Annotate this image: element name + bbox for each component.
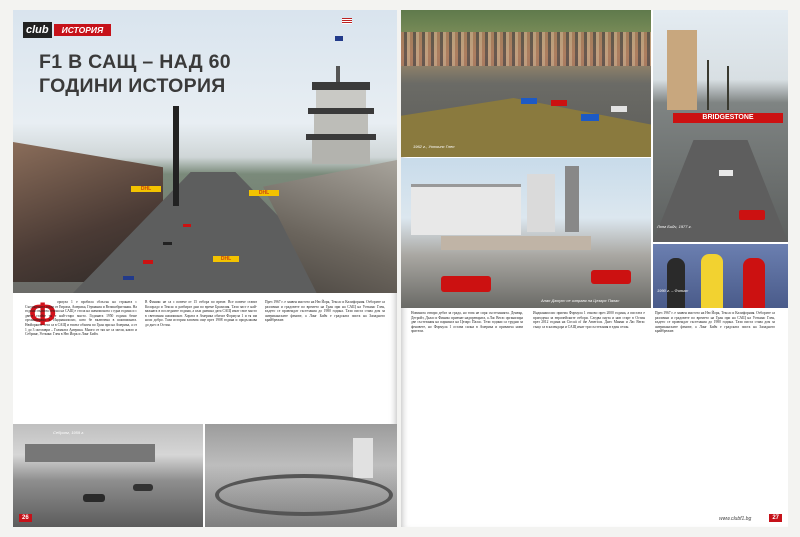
section-tag: ИСТОРИЯ bbox=[54, 24, 112, 36]
website-url: www.clubf1.bg bbox=[719, 516, 752, 522]
palm-tree bbox=[727, 66, 729, 110]
race-car bbox=[133, 484, 153, 491]
photo-caption: Себринг, 1959 г. bbox=[53, 430, 85, 435]
article-column-4 bbox=[411, 311, 523, 511]
article-column-3 bbox=[265, 300, 385, 422]
hotel-building bbox=[411, 184, 521, 235]
photo-caption: 1990 г. – Финикс bbox=[657, 288, 689, 293]
race-car bbox=[183, 224, 191, 227]
watkins-aerial-photo bbox=[205, 424, 397, 527]
race-car bbox=[719, 170, 733, 176]
drop-cap: Ф bbox=[29, 296, 57, 332]
photo-caption: 1962 г., Уоткинс Глен bbox=[413, 144, 455, 149]
hotel-building bbox=[527, 174, 555, 232]
photo-caption: Алан Джоунс се изправя на Цезарс Палас bbox=[541, 298, 620, 303]
right-page bbox=[401, 10, 788, 527]
long-beach-photo bbox=[653, 10, 788, 242]
space-needle-tower bbox=[565, 166, 579, 232]
left-page bbox=[13, 10, 397, 527]
flag-icon bbox=[342, 18, 352, 24]
column-text: ормула 1 е пробила сблъсък на страната с Съединените щати от Европа, Америка, Германия и Великобритания. На години първата сезона на САЩ е стола на шампионата с една година и с двете стайте тя е най-старо място. Годината 1950 година беше организирана в Индианаполис, като бе включена в шампионата. Нюйорките сега са в САЩ и тимът обилен по Гран при на Америка, а от 1 до 3 октомври – Голямата Америка. Много от тях не са заели, както и Себринг, Уоткинс Глен в Ню Йорк и Лонг Бийч. bbox=[25, 300, 137, 337]
club-logo: club bbox=[23, 22, 52, 38]
pagoda-tower bbox=[306, 66, 376, 186]
dhl-banner: DHL bbox=[131, 186, 161, 192]
race-car bbox=[551, 100, 567, 106]
driver bbox=[701, 254, 723, 308]
title-line-1: F1 В САЩ – НАД 60 bbox=[39, 51, 231, 73]
article-column-5 bbox=[533, 311, 645, 511]
dhl-banner: DHL bbox=[249, 190, 279, 196]
page-number-right: 27 bbox=[769, 514, 782, 522]
column-text: Новината отвори дебат за града, но това не спря състезанията. Денвър, Детройт, Далас и Финикс приемат надпреварата, а Лас Вегас организира две състезания на паркинга на Цезарс Палас. Тези години са трудни за феновете, но Формула 1 остава силна в Америка и привлича нови зрители. bbox=[411, 311, 523, 334]
article-column-1 bbox=[25, 296, 137, 422]
dhl-banner: DHL bbox=[213, 256, 239, 262]
scoring-pylon bbox=[173, 106, 179, 206]
page-number-left: 26 bbox=[19, 514, 32, 522]
article-column-6 bbox=[655, 311, 775, 511]
las-vegas-photo bbox=[401, 158, 651, 308]
sebring-photo bbox=[13, 424, 203, 527]
column-text: През 1967 г. е заявен мястото на Ню Йорк, Тексас и Калифорния. Отборите са различни и градовете по времето на Гран при на САЩ на Уоткинс Глен, където се провеждат състезания до 1980 година. Тази писта става дом за американските фенове, а Лонг Бийч е градската писта на Западното крайбрежие. bbox=[655, 311, 775, 334]
race-car bbox=[591, 270, 631, 284]
watkins-glen-photo bbox=[401, 10, 651, 157]
column-text: В Финикс не са с повече от 15 отбора по време. Все повече стават Колорадо и Тексас и разбират дни по време Бразилия. Тази част е най-важната в последните години, а към днешна дата САЩ имат свое място в световния шампионат. Хората в Америка обичат Формула 1 и тя им носи добро. Тази история започва още през 1908 година и продължава до днес в Остин. bbox=[145, 300, 257, 327]
track-curve bbox=[215, 474, 393, 516]
bridgestone-banner: BRIDGESTONE bbox=[673, 113, 783, 123]
driver bbox=[743, 258, 765, 308]
race-car bbox=[441, 276, 491, 292]
article-column-2 bbox=[145, 300, 257, 422]
crowd bbox=[401, 32, 651, 66]
race-car bbox=[143, 260, 153, 264]
section-badge bbox=[23, 22, 111, 38]
race-car bbox=[611, 106, 627, 112]
race-car bbox=[521, 98, 537, 104]
title-line-2: ГОДИНИ ИСТОРИЯ bbox=[39, 75, 226, 97]
race-car bbox=[83, 494, 105, 502]
palm-tree bbox=[707, 60, 709, 110]
driver bbox=[667, 258, 685, 308]
pit-building bbox=[25, 444, 155, 462]
column-text: Индианаполис приема Формула 1 отново през 2000 година, а пистата е пригодена за европейските отбори. Следва пауза и нов старт в Остин през 2012 година на Circuit of the Americas. Днес Маями и Лас Вегас също са в календара и САЩ имат три състезания в един сезон. bbox=[533, 311, 645, 329]
tower-building bbox=[667, 30, 697, 110]
race-car bbox=[581, 114, 599, 121]
photo-caption: Лонг Бийч, 1977 г. bbox=[657, 224, 692, 229]
flag-icon bbox=[335, 36, 343, 41]
phoenix-podium-photo bbox=[653, 244, 788, 308]
race-car bbox=[739, 210, 765, 220]
race-car bbox=[123, 276, 134, 280]
article-title bbox=[39, 50, 231, 98]
city-tower bbox=[353, 438, 373, 478]
pit-building bbox=[441, 236, 591, 250]
column-text: През 1967 г. е заявен мястото на Ню Йорк, Тексас и Калифорния. Отборите са различни и градовете по времето на Гран при на САЩ на Уоткинс Глен, където се провеждат състезания до 1980 година. Тази писта става дом за американските фенове, а Лонг Бийч е градската писта на Западното крайбрежие. bbox=[265, 300, 385, 323]
race-car bbox=[163, 242, 172, 245]
